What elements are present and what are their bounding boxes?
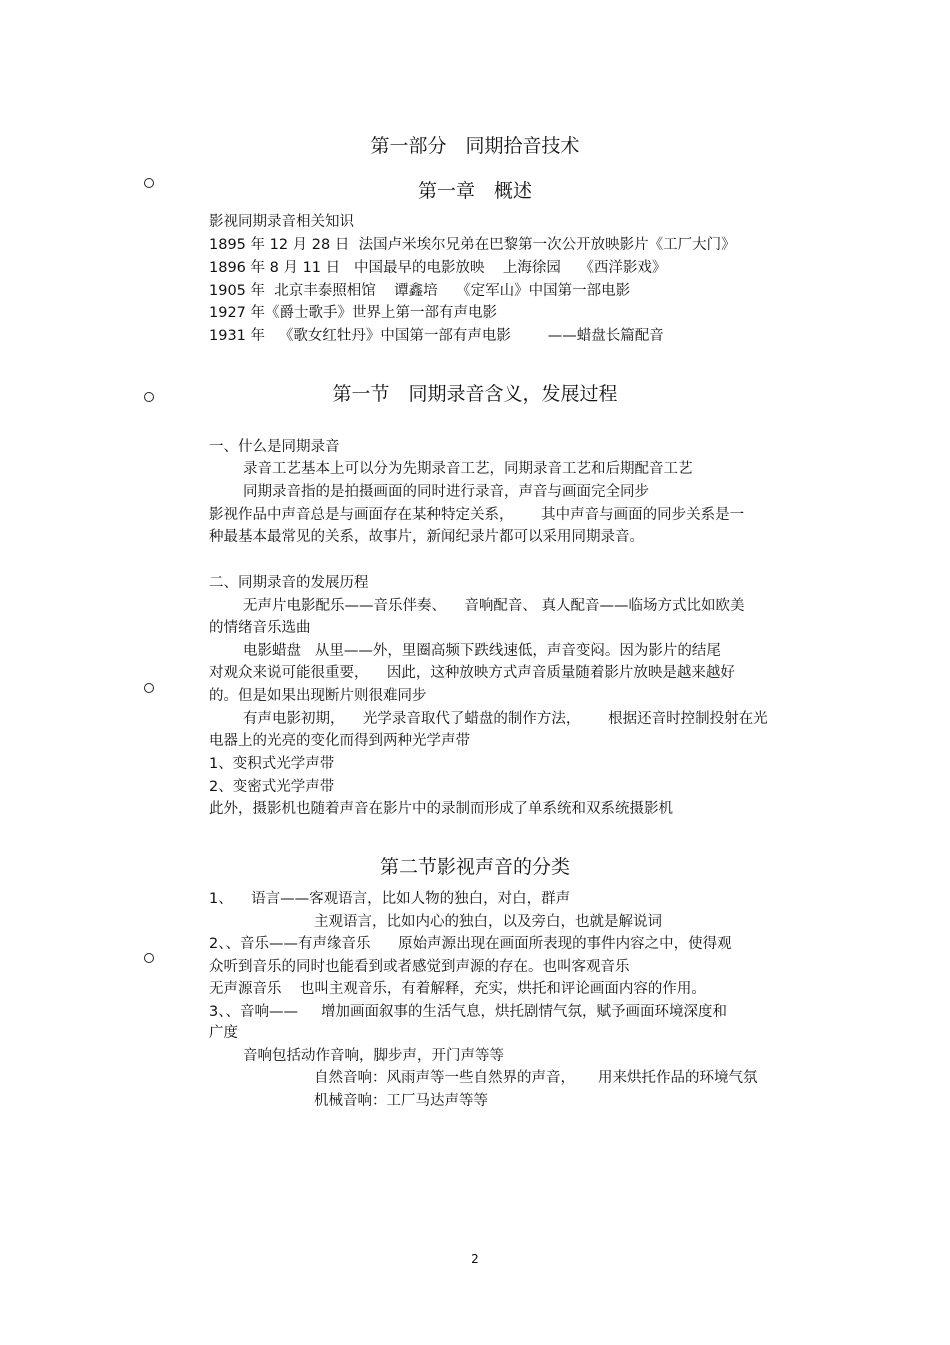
classification-line: 机械音响：工厂马达声等等 bbox=[314, 1093, 488, 1109]
paragraph-line: 电器上的光亮的变化而得到两种光学声带 bbox=[209, 733, 470, 749]
classification-line: 广度 bbox=[209, 1025, 238, 1041]
paragraph-line: 的情绪音乐选曲 bbox=[209, 620, 311, 636]
list-item: 2、变密式光学声带 bbox=[209, 779, 335, 795]
classification-line: 主观语言，比如内心的独白，以及旁白，也就是解说词 bbox=[314, 914, 662, 930]
paragraph-line: 录音工艺基本上可以分为先期录音工艺，同期录音工艺和后期配音工艺 bbox=[243, 461, 693, 477]
subsection-heading: 二、同期录音的发展历程 bbox=[209, 575, 369, 591]
binder-hole-3 bbox=[144, 683, 154, 693]
paragraph-line: 有声电影初期， 光学录音取代了蜡盘的制作方法， 根据还音时控制投射在光 bbox=[243, 711, 768, 727]
subsection-heading: 一、什么是同期录音 bbox=[209, 439, 340, 455]
paragraph-line: 无声片电影配乐——音乐伴奏、 音响配音、 真人配音——临场方式比如欧美 bbox=[243, 598, 745, 614]
classification-line: 自然音响：风雨声等一些自然界的声音， 用来烘托作品的环境气氛 bbox=[314, 1070, 758, 1086]
intro-line: 影视同期录音相关知识 bbox=[209, 214, 354, 230]
paragraph-line: 影视作品中声音总是与画面存在某种特定关系， 其中声音与画面的同步关系是一 bbox=[209, 507, 745, 523]
paragraph-line: 的。但是如果出现断片则很难同步 bbox=[209, 688, 427, 704]
intro-line: 1905 年 北京丰泰照相馆 谭鑫培 《定军山》中国第一部电影 bbox=[209, 283, 631, 299]
part-title: 第一部分 同期拾音技术 bbox=[370, 135, 580, 157]
paragraph-line: 对观众来说可能很重要， 因此，这种放映方式声音质量随着影片放映是越来越好 bbox=[209, 665, 735, 681]
paragraph-line: 此外，摄影机也随着声音在影片中的录制而形成了单系统和双系统摄影机 bbox=[209, 801, 673, 817]
classification-line: 无声源音乐 也叫主观音乐，有着解释，充实，烘托和评论画面内容的作用。 bbox=[209, 981, 706, 997]
section-2-title: 第二节影视声音的分类 bbox=[379, 856, 570, 878]
binder-hole-4 bbox=[144, 953, 154, 963]
section-1-title: 第一节 同期录音含义，发展过程 bbox=[332, 383, 618, 405]
page-number: 2 bbox=[471, 1252, 479, 1266]
classification-line: 2、、音乐——有声缘音乐 原始声源出现在画面所表现的事件内容之中，使得观 bbox=[209, 936, 732, 952]
classification-line: 众听到音乐的同时也能看到或者感觉到声源的存在。也叫客观音乐 bbox=[209, 959, 630, 975]
paragraph-line: 同期录音指的是拍摄画面的同时进行录音，声音与画面完全同步 bbox=[243, 484, 649, 500]
intro-line: 1895 年 12 月 28 日 法国卢米埃尔兄弟在巴黎第一次公开放映影片《工厂大门》 bbox=[209, 237, 736, 253]
classification-line: 3、、音响—— 增加画面叙事的生活气息，烘托剧情气氛，赋予画面环境深度和 bbox=[209, 1004, 728, 1020]
classification-line: 1、 语言——客观语言，比如人物的独白，对白，群声 bbox=[209, 891, 571, 907]
intro-line: 1896 年 8 月 11 日 中国最早的电影放映 上海徐园 《西洋影戏》 bbox=[209, 260, 667, 276]
classification-line: 音响包括动作音响，脚步声，开门声等等 bbox=[243, 1048, 504, 1064]
intro-line: 1931 年 《歌女红牡丹》中国第一部有声电影 ——蜡盘长篇配音 bbox=[209, 328, 664, 344]
intro-line: 1927 年《爵士歌手》世界上第一部有声电影 bbox=[209, 305, 498, 321]
chapter-title: 第一章 概述 bbox=[417, 180, 532, 202]
paragraph-line: 种最基本最常见的关系，故事片，新闻纪录片都可以采用同期录音。 bbox=[209, 529, 644, 545]
paragraph-line: 电影蜡盘 从里——外，里圈高频下跌线速低，声音变闷。因为影片的结尾 bbox=[243, 643, 721, 659]
list-item: 1、变积式光学声带 bbox=[209, 756, 335, 772]
